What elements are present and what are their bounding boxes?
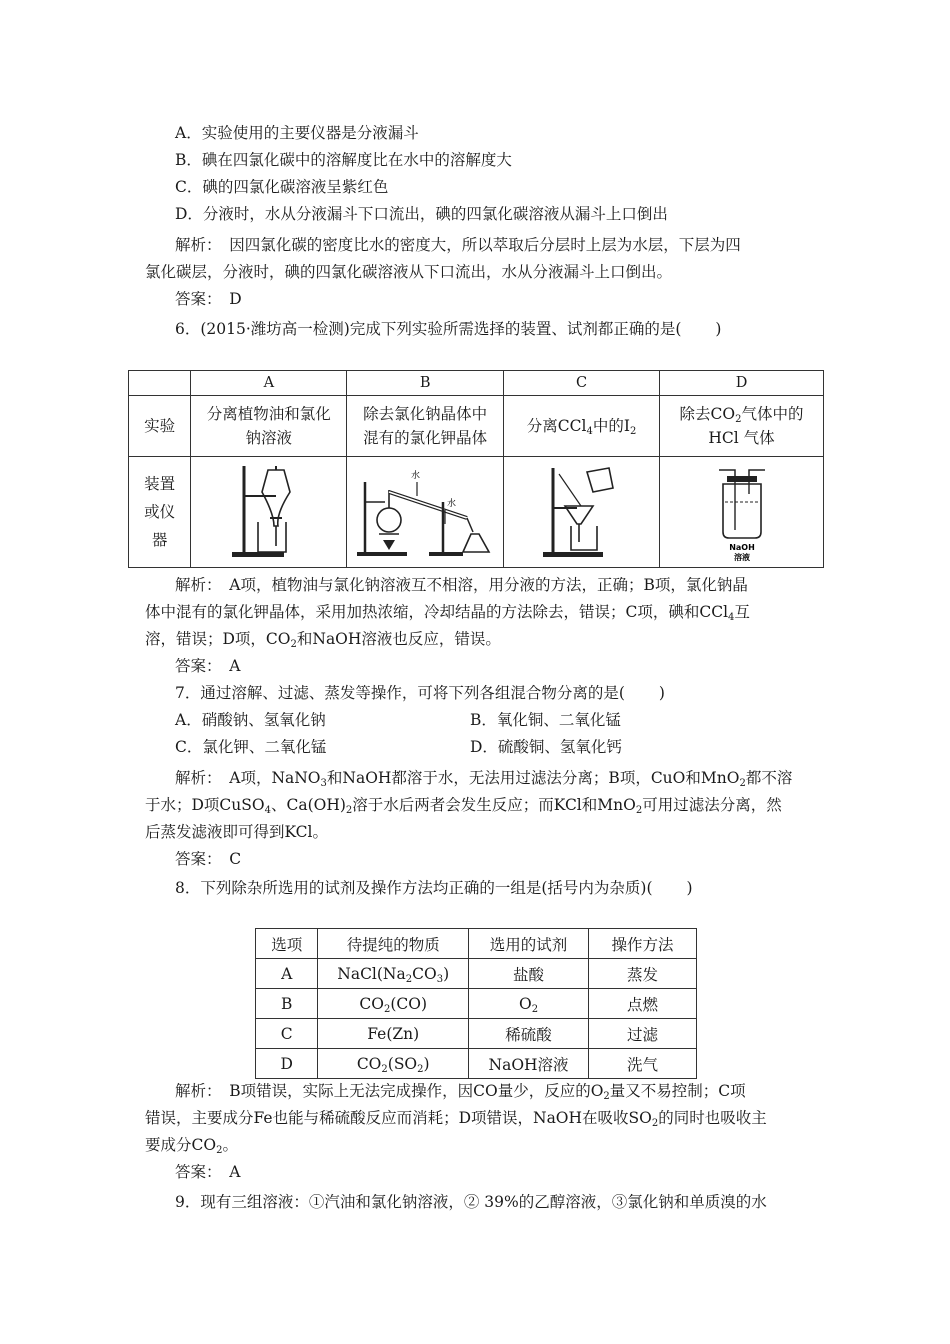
q7-option-b: B．氧化铜、二氧化锰	[470, 711, 621, 729]
q7-stem: 7．通过溶解、过滤、蒸发等操作，可将下列各组混合物分离的是( )	[175, 684, 665, 702]
separatory-funnel-icon	[224, 462, 314, 562]
table-row: C Fe(Zn) 稀硫酸 过滤	[256, 1019, 697, 1049]
q6-stem: 6．(2015·潍坊高一检测)完成下列实验所需选择的装置、试剂都正确的是( )	[175, 320, 722, 338]
distillation-apparatus-icon	[355, 462, 495, 562]
q7-option-c: C．氯化钾、二氧化锰	[175, 738, 327, 756]
apparatus-c	[504, 457, 660, 568]
svg-text:水: 水	[411, 471, 421, 481]
table-row: D $CO_2(SO_2)$ NaOH溶液 洗气	[256, 1049, 697, 1079]
experiment-c: 分离CCl$_4$中的$I_2$	[504, 396, 660, 457]
q5-option-b: B．碘在四氯化碳中的溶解度比在水中的溶解度大	[175, 151, 512, 169]
row-label-experiment: 实验	[129, 396, 191, 457]
q5-option-d: D．分液时，水从分液漏斗下口流出，碘的四氯化碳溶液从漏斗上口倒出	[175, 205, 668, 223]
table-row: B $CO_2(CO)$ $O_2$ 点燃	[256, 989, 697, 1019]
header-substance: 待提纯的物质	[318, 929, 469, 959]
q7-answer: 答案： C	[175, 850, 242, 868]
q7-analysis-line1: 解析： A项，NaNO$_3$和NaOH都溶于水，无法用过滤法分离；B项，CuO和MnO$_2$都不溶	[175, 769, 793, 789]
header-method: 操作方法	[589, 929, 697, 959]
header-c: C	[504, 371, 660, 396]
header-b: B	[347, 371, 504, 396]
q6-analysis-line3: 溶，错误；D项，$CO_2$和NaOH溶液也反应，错误。	[145, 630, 501, 650]
q7-option-d: D．硫酸铜、氢氧化钙	[470, 738, 622, 756]
svg-text:水: 水	[447, 499, 457, 509]
experiment-b: 除去氯化钠晶体中 混有的氯化钾晶体	[347, 396, 504, 457]
q9-stem: 9．现有三组溶液：①汽油和氯化钠溶液，② 39%的乙醇溶液，③氯化钠和单质溴的水	[175, 1193, 767, 1211]
apparatus-a	[191, 457, 347, 568]
experiment-d: 除去$CO_2$气体中的 HCl 气体	[660, 396, 824, 457]
header-option: 选项	[256, 929, 318, 959]
apparatus-b	[347, 457, 504, 568]
q8-analysis-line3: 要成分$CO_2$。	[145, 1136, 238, 1156]
q5-analysis-line1: 解析： 因四氯化碳的密度比水的密度大，所以萃取后分层时上层为水层，下层为四	[175, 236, 741, 254]
q6-answer: 答案： A	[175, 657, 241, 675]
table-corner-cell	[129, 371, 191, 396]
q8-impurity-table	[255, 928, 697, 1079]
q6-analysis-line2: 体中混有的氯化钾晶体，采用加热浓缩，冷却结晶的方法除去，错误；C项，碘和CCl$_4$互	[145, 603, 750, 623]
q8-analysis-line2: 错误，主要成分Fe也能与稀硫酸反应而消耗；D项错误，NaOH在吸收$SO_2$的同时也吸收主	[145, 1109, 767, 1129]
header-reagent: 选用的试剂	[468, 929, 588, 959]
q5-option-c: C．碘的四氯化碳溶液呈紫红色	[175, 178, 389, 196]
q6-analysis-line1: 解析： A项，植物油与氯化钠溶液互不相溶，用分液的方法，正确；B项，氯化钠晶	[175, 576, 748, 594]
q5-answer: 答案： D	[175, 290, 242, 308]
q5-option-a: A．实验使用的主要仪器是分液漏斗	[175, 124, 419, 142]
svg-text:溶液: 溶液	[733, 553, 750, 562]
svg-text:NaOH: NaOH	[728, 543, 755, 552]
gas-washing-bottle-icon	[697, 462, 787, 562]
filtration-apparatus-icon	[537, 462, 627, 562]
q7-options-row1: A．硝酸钠、氢氧化钠	[175, 711, 326, 729]
row-label-apparatus: 装置 或仪 器	[129, 457, 191, 568]
q8-analysis-line1: 解析： B项错误，实际上无法完成操作，因CO量少，反应的$O_2$量又不易控制；C项	[175, 1082, 746, 1102]
q7-analysis-line3: 后蒸发滤液即可得到KCl。	[145, 823, 328, 841]
header-d: D	[660, 371, 824, 396]
q5-analysis-line2: 氯化碳层，分液时，碘的四氯化碳溶液从下口流出，水从分液漏斗上口倒出。	[145, 263, 673, 281]
header-a: A	[191, 371, 347, 396]
experiment-a: 分离植物油和氯化 钠溶液	[191, 396, 347, 457]
apparatus-d	[660, 457, 824, 568]
q6-apparatus-table	[128, 370, 824, 568]
table-row: A $NaCl(Na_2CO_3)$ 盐酸 蒸发	[256, 959, 697, 989]
q8-stem: 8．下列除杂所选用的试剂及操作方法均正确的一组是(括号内为杂质)( )	[175, 879, 693, 897]
q7-analysis-line2: 于水；D项CuSO$_4$、$Ca(OH)_2$溶于水后两者会发生反应；而KCl和MnO$_2$可用过滤法分离，然	[145, 796, 782, 816]
q8-answer: 答案： A	[175, 1163, 241, 1181]
